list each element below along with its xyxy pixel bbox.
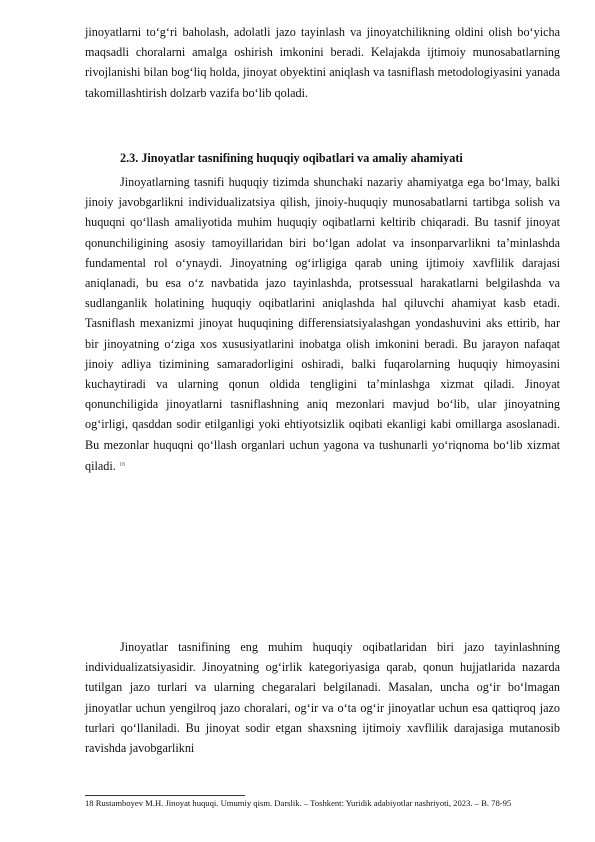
paragraph-2 [85,172,560,476]
paragraph-3: Jinoyatlar tasnifining eng muhim huquqiy oqibatlaridan biri jazo tayinlashning individualizatsiyasidir. Jinoyatning og‘irlik kategoriyasiga qarab, qonun hujjatlarida nazarda tutilgan jazo turlari va ularning chegaralari belgilanadi. Masalan, uncha og‘ir bo‘lmagan jinoyatlar uchun yengilroq jazo choralari, og‘ir va o‘ta og‘ir jinoyatlar uchun esa qattiqroq jazo turlari qo‘llaniladi. Bu jinoyat sodir etgan shaxsning ijtimoiy xavflilik darajasiga mutanosib ravishda javobgarlikni [85,640,560,756]
footnote-divider [85,795,245,796]
section-heading: 2.3. Jinoyatlar tasnifining huquqiy oqibatlari va amaliy ahamiyati [120,151,463,165]
footnote-reference[interactable]: 18 [118,461,125,468]
paragraph-1: jinoyatlarni to‘g‘ri baholash, adolatli jazo tayinlash va jinoyatchilikning oldini olish bo‘yicha maqsadli choralarni amalga oshirish imkonini beradi. Kelajakda ijtimoiy munosabatlarning rivojlanishi bilan bog‘liq holda, jinoyat obyektini aniqlash va tasniflash metodologiyasini yanada takomillashtirish dolzarb vazifa bo‘lib qoladi. [85,25,560,100]
paragraph-2-text: Jinoyatlarning tasnifi huquqiy tizimda shunchaki nazariy ahamiyatga ega bo‘lmay, balki jinoiy javobgarlikni individualizatsiya qilish, jinoiy-huquqiy munosabatlarni tartibga solish va huquqni qo‘llash amaliyotida muhim huquqiy oqibatlarni keltirib chiqaradi. Bu tasnif jinoyat qonunchiligining asosiy tamoyillaridan biri bo‘lgan adolat va insonparvarlikni ta’minlashda fundamental rol o‘ynaydi. Jinoyatning og‘irligiga qarab uning ijtimoiy xavflilik darajasi aniqlanadi, bu esa o‘z navbatida jazo tayinlashda, protsessual harakatlarni belgilashda va sudlanganlik holatining huquqiy oqibatlarini aniqlashda hal qiluvchi ahamiyat kasb etadi. Tasniflash mexanizmi jinoyat huquqining differensiatsiyalashgan yondashuvini aks ettirib, har bir jinoyatning o‘ziga xos xususiyatlarini inobatga olish imkonini beradi. Bu jarayon nafaqat jinoiy adliya tizimining samaradorligini oshiradi, balki fuqarolarning huquqiy himoyasini kuchaytiradi va ularning qonun oldida tengligini ta’minlashga xizmat qiladi. Jinoyat qonunchiligida jinoyatlarni tasniflashning aniq mezonlari mavjud bo‘lib, ular jinoyatning og‘irligi, qasddan sodir etilganligi yoki ehtiyotsizlik oqibati ekanligi kabi omillarga asoslanadi. Bu mezonlar huquqni qo‘llash organlari uchun yagona va tushunarli yo‘riqnoma bo‘lib xizmat qiladi. [85,175,560,473]
footnote: 18 Rustamboyev M.H. Jinoyat huquqi. Umumiy qism. Darslik. – Toshkent: Yuridik adabiyotlar nashriyoti, 2023. – B. 78-95 [85,798,512,808]
